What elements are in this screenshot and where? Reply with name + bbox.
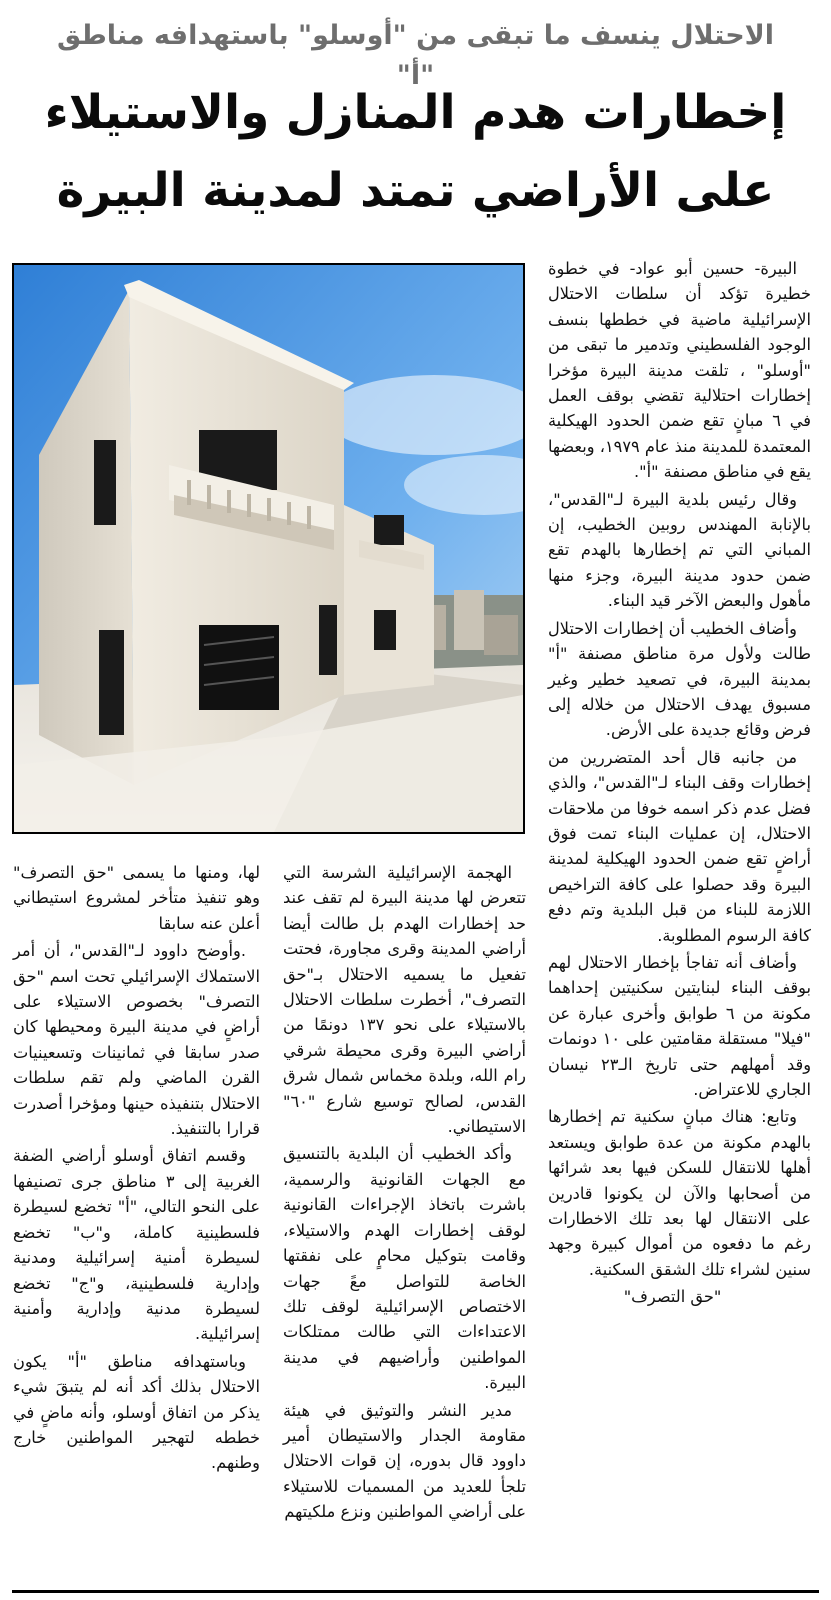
- bottom-rule: [12, 1590, 819, 1593]
- paragraph: البيرة- حسين أبو عواد- في خطوة خطيرة تؤكد أن سلطات الاحتلال الإسرائيلية ماضية في خططها بنسف الوجود الفلسطيني وتدمير ما تبقى من "أوسلو" ، تلقت مدينة البيرة مؤخرا إخطارات احتلالية تقضي بوقف العمل في ٦ مبانٍ تقع ضمن الحدود الهيكلية المعتمدة للمدينة منذ عام ١٩٧٩، وبعضها يقع في مناطق مصنفة "أ".: [548, 259, 811, 482]
- paragraph: وتابع: هناك مبانٍ سكنية تم إخطارها بالهدم مكونة من عدة طوابق ويستعد أهلها للانتقال للسكن فيها بعد شرائها من أصحابها والآن لن يكونوا قادرين على الانتقال لها بعد تلك الاخطارات رغم ما دفعوه من أموال كبيرة وجهد سنين لشراء تلك الشقق السكنية.: [548, 1107, 811, 1279]
- kicker: الاحتلال ينسف ما تبقى من "أوسلو" باستهدافه مناطق "أ": [56, 20, 775, 91]
- article-column-middle: [283, 860, 526, 1525]
- paragraph: .وأوضح داوود لـ"القدس"، أن أمر الاستملاك الإسرائيلي تحت اسم "حق التصرف" بخصوص الاستيلاء على أراضٍ في مدينة البيرة ومحيطها كان صدر سابقا في ثمانينات وتسعينيات القرن الماضي ولم تقم سلطات الاحتلال بتنفيذه حينها ومؤخرا أصدرت قرارا بالتنفيذ.: [13, 941, 260, 1139]
- paragraph: وأضاف أنه تفاجأ بإخطار الاحتلال لهم بوقف البناء لبنايتين سكنيتين إحداهما مكونة من ٦ طوابق وأخرى عبارة عن "فيلا" مستقلة مقامتين على ١٠ دونمات وقد أمهلهم حتى تاريخ الـ٢٣ نيسان الجاري للاعتراض.: [548, 952, 812, 1099]
- paragraph: وأكد الخطيب أن البلدية بالتنسيق مع الجهات القانونية والرسمية، باشرت باتخاذ الإجراءات القانونية لوقف إخطارات الهدم والاستيلاء، وقامت بتوكيل محامٍ على نفقتها الخاصة للتواصل معً جهات الاختصاص الإسرائيلية لوقف تلك الاعتداءات التي طالت ممتلكات المواطنين وأراضيهم في مدينة البيرة.: [283, 1144, 526, 1393]
- paragraph: وقال رئيس بلدية البيرة لـ"القدس"، بالإنابة المهندس روبين الخطيب، إن المباني التي تم إخطارها بالهدم تقع ضمن حدود مدينة البيرة، وجزء منها مأهول والبعض الآخر قيد البناء.: [548, 489, 811, 611]
- paragraph: وأضاف الخطيب أن إخطارات الاحتلال طالت ولأول مرة مناطق مصنفة "أ" بمدينة البيرة، في تصعيد خطير وغير مسبوق يهدف الاحتلال من خلاله إلى فرض وقائع جديدة على الأرض.: [548, 618, 811, 740]
- headline-line-1: إخطارات هدم المنازل والاستيلاء: [44, 85, 787, 140]
- paragraph: الهجمة الإسرائيلية الشرسة التي تتعرض لها مدينة البيرة لم تقف عند حد إخطارات الهدم بل طالت أيضا أراضي المدينة وقرى مجاورة، فحتت تفعيل ما يسميه الاحتلال بـ"حق التصرف"، أخطرت سلطات الاحتلال بالاستيلاء على نحو ١٣٧ دونمًا من أراضي البيرة وقرى محيطة شرقي رام الله، وبلدة مخماس شمال شرق القدس، لصالح توسيع شارع "٦٠" الاستيطاني.: [283, 863, 526, 1137]
- article-column-left: [13, 860, 260, 1476]
- paragraph: من جانبه قال أحد المتضررين من إخطارات وقف البناء لـ"القدس"، والذي فضل عدم ذكر اسمه خوفا من ملاحقات الاحتلال، إن عمليات البناء تمت فوق أراضٍ تقع ضمن الحدود الهيكلية لمدينة البيرة وقد حصلوا على كافة التراخيص اللازمة للبناء من قبل البلدية وتم دفع كافة الرسوم المطلوبة.: [548, 747, 811, 945]
- paragraph: وباستهدافه مناطق "أ" يكون الاحتلال بذلك أكد أنه لم يتبقَ شيء يذكر من اتفاق أوسلو، وأنه ماضٍ في خططه لتهجير المواطنين خارج وطنهم.: [13, 1351, 260, 1473]
- paragraph: وقسم اتفاق أوسلو أراضي الضفة الغربية إلى ٣ مناطق جرى تصنيفها على النحو التالي، "أ" تخضع لسيطرة فلسطينية كاملة، و"ب" تخضع لسيطرة أمنية إسرائيلية ومدنية وإدارية فلسطينية، و"ج" تخضع لسيطرة مدنية وإدارية وأمنية إسرائيلية.: [13, 1146, 261, 1344]
- paragraph: مدير النشر والتوثيق في هيئة مقاومة الجدار والاستيطان أمير داوود قال بدوره، إن قوات الاحتلال تلجأ للعديد من المسميات للاستيلاء على أراضي المواطنين ونزع ملكيتهم: [283, 1400, 526, 1522]
- paragraph: لها، ومنها ما يسمى "حق التصرف" وهو تنفيذ متأخر لمشروع استيطاني أعلن عنه سابقا: [13, 863, 260, 933]
- headline-line-2: على الأراضي تمتد لمدينة البيرة: [56, 163, 775, 218]
- article-photo: [12, 263, 525, 834]
- subheading: "حق التصرف": [623, 1287, 722, 1307]
- article-column-right: [548, 256, 811, 1310]
- headline: [20, 74, 811, 230]
